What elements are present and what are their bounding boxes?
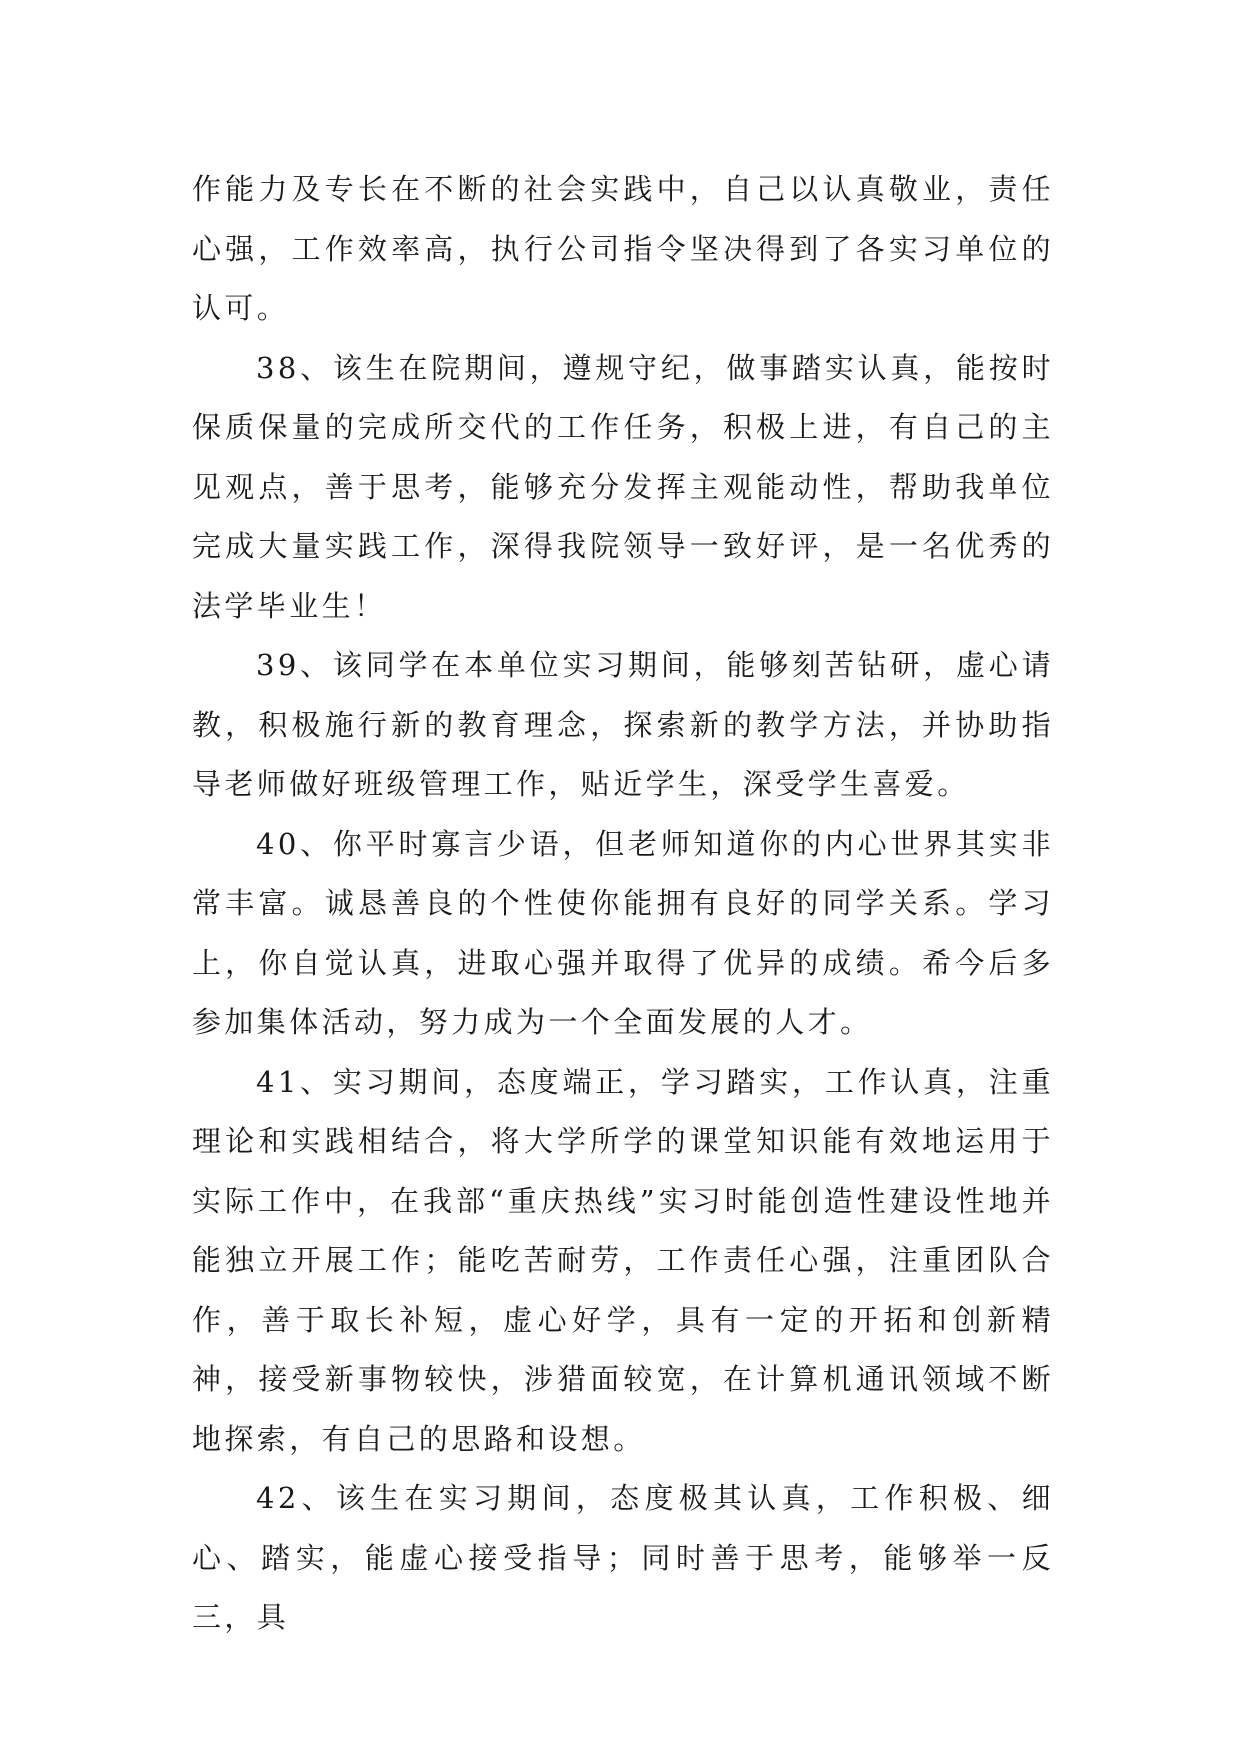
paragraph-41: 41、实习期间，态度端正，学习踏实，工作认真，注重理论和实践相结合，将大学所学的课堂知识能有效地运用于实际工作中，在我部“重庆热线”实习时能创造性建设性地并能独立开展工作；能吃苦耐劳，工作责任心强，注重团队合作，善于取长补短，虚心好学，具有一定的开拓和创新精神，接受新事物较快，涉猎面较宽，在计算机通讯领域不断地探索，有自己的思路和设想。 bbox=[192, 1064, 1054, 1456]
paragraph-38: 38、该生在院期间，遵规守纪，做事踏实认真，能按时保质保量的完成所交代的工作任务，积极上进，有自己的主见观点，善于思考，能够充分发挥主观能动性，帮助我单位完成大量实践工作，深得我院领导一致好评，是一名优秀的法学毕业生！ bbox=[192, 350, 1054, 623]
paragraph-40: 40、你平时寡言少语，但老师知道你的内心世界其实非常丰富。诚恳善良的个性使你能拥有良好的同学关系。学习上，你自觉认真，进取心强并取得了优异的成绩。希今后多参加集体活动，努力成为一个全面发展的人才。 bbox=[192, 826, 1054, 1039]
paragraph-39: 39、该同学在本单位实习期间，能够刻苦钻研，虚心请教，积极施行新的教育理念，探索新的教学方法，并协助指导老师做好班级管理工作，贴近学生，深受学生喜爱。 bbox=[192, 648, 1054, 801]
paragraph-continuation: 作能力及专长在不断的社会实践中，自己以认真敬业，责任心强，工作效率高，执行公司指令坚决得到了各实习单位的认可。 bbox=[192, 172, 1054, 325]
paragraph-42: 42、该生在实习期间，态度极其认真，工作积极、细心、踏实，能虚心接受指导；同时善于思考，能够举一反三，具 bbox=[192, 1481, 1054, 1634]
document-body bbox=[192, 160, 1054, 1648]
